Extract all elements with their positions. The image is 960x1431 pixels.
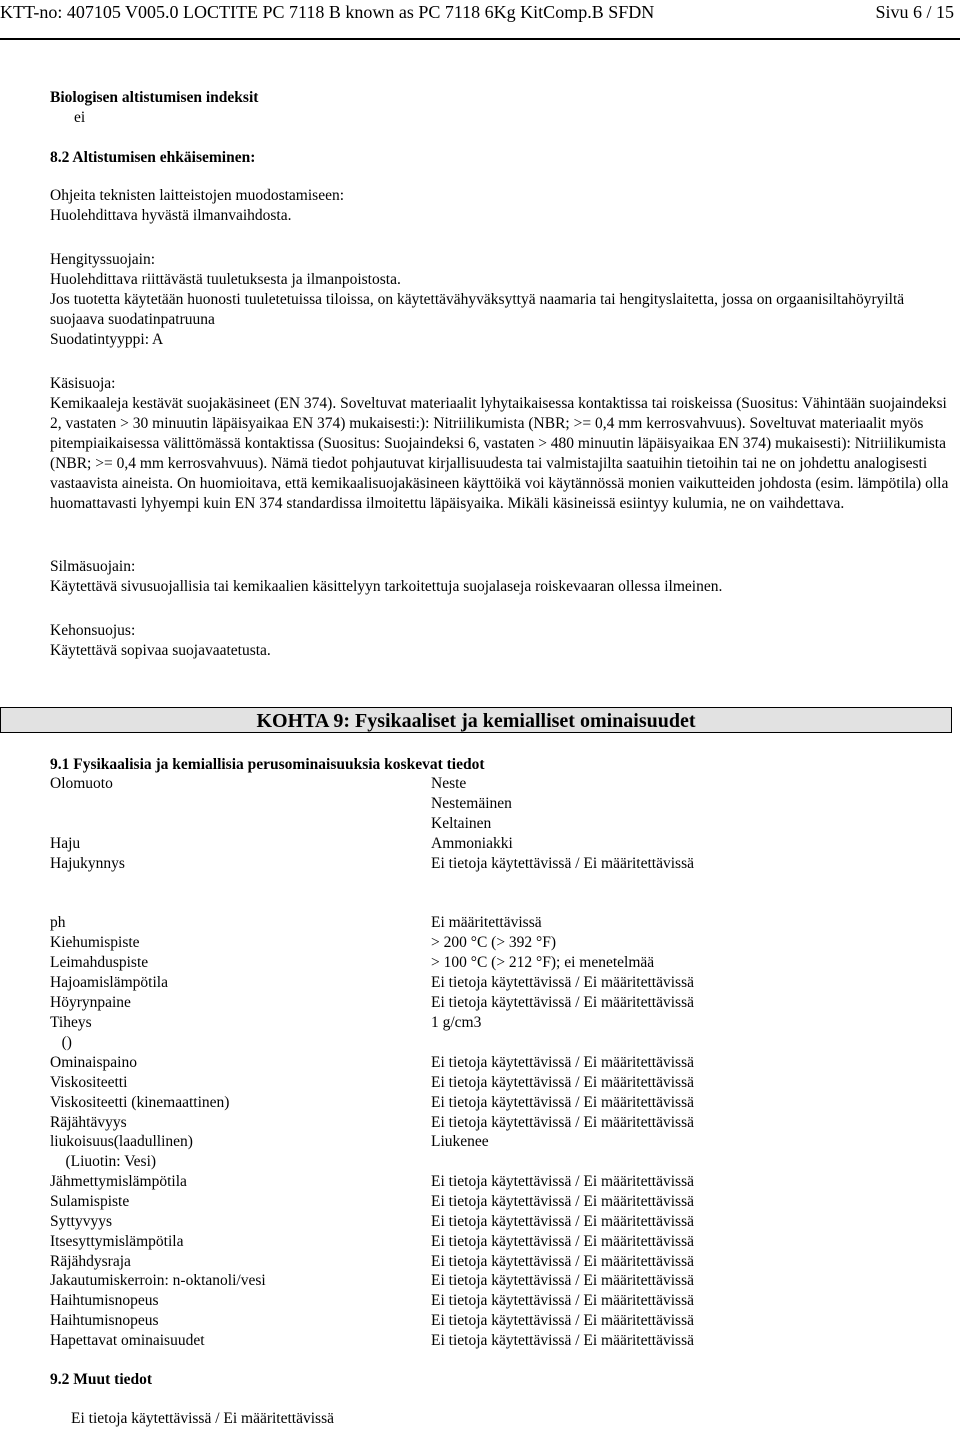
- resp-filter: Suodatintyyppi: A: [50, 331, 164, 348]
- property-value: Ei tietoja käytettävissä / Ei määritettävissä: [431, 1312, 694, 1329]
- property-label: Ominaispaino: [50, 1054, 137, 1071]
- property-label: Höyrynpaine: [50, 994, 131, 1011]
- property-value: Ei tietoja käytettävissä / Ei määritettävissä: [431, 1253, 694, 1270]
- resp-line-2: Jos tuotetta käytetään huonosti tuuletetuissa tiloissa, on käytettävähyväksyttyä naamaria tai hengityslaitetta, jossa on orgaanisiltahöyryiltä suojaava suodatinpatruuna: [50, 291, 905, 328]
- property-value: Liukenee: [431, 1133, 489, 1150]
- property-value: Ei tietoja käytettävissä / Ei määritettävissä: [431, 1094, 694, 1111]
- resp-line-1: Huolehdittava riittävästä tuuletuksesta ja ilmanpoistosta.: [50, 271, 401, 288]
- property-sublabel: (): [50, 1034, 72, 1051]
- section-9-2-text: Ei tietoja käytettävissä / Ei määritettävissä: [71, 1410, 334, 1427]
- property-label: Räjähdysraja: [50, 1253, 131, 1270]
- page-header: [0, 0, 960, 30]
- bio-index-title: Biologisen altistumisen indeksit: [50, 89, 259, 106]
- property-label: Haihtumisnopeus: [50, 1312, 159, 1329]
- property-value: Nestemäinen: [431, 795, 512, 812]
- eye-label: Silmäsuojain:: [50, 558, 136, 575]
- property-label: Hajukynnys: [50, 855, 125, 872]
- property-value: Ei tietoja käytettävissä / Ei määritettävissä: [431, 1074, 694, 1091]
- property-label: liukoisuus(laadullinen): [50, 1133, 193, 1150]
- property-value: Ei määritettävissä: [431, 914, 542, 931]
- property-label: Kiehumispiste: [50, 934, 140, 951]
- property-label: Viskositeetti: [50, 1074, 128, 1091]
- tech-text: Huolehdittava hyvästä ilmanvaihdosta.: [50, 207, 292, 224]
- document-id: KTT-no: 407105 V005.0 LOCTITE PC 7118 B known as PC 7118 6Kg KitComp.B SFDN: [0, 2, 655, 22]
- property-value: Ei tietoja käytettävissä / Ei määritettävissä: [431, 1193, 694, 1210]
- property-value: Ei tietoja käytettävissä / Ei määritettävissä: [431, 855, 694, 872]
- hand-label: Käsisuoja:: [50, 375, 116, 392]
- property-value: Ei tietoja käytettävissä / Ei määritettävissä: [431, 1233, 694, 1250]
- tech-label: Ohjeita teknisten laitteistojen muodostamiseen:: [50, 187, 345, 204]
- property-label: Hajoamislämpötila: [50, 974, 168, 991]
- hand-text: Kemikaaleja kestävät suojakäsineet (EN 374). Soveltuvat materiaalit lyhytaikaisessa kontaktissa tai roiskeissa (Suositus: Vähintään suojaindeksi 2, vastaten > 30 minuutin läpäisyaikaa EN 374) mukaisesti:): Nitriilikumista (NBR; >= 0,4 mm kerrosvahvuus). Soveltuvat materiaalit myös pitempiaikaisessa välittömässä kontaktissa (Suositus: Suojaindeksi 6, vastaten > 480 minuutin läpäisyaikaa EN 374) mukaisesti): Nitriilikumista (NBR; >= 0,4 mm kerrosvahvuus). Nämä tiedot pohjautuvat kirjallisuudesta tai valmistajilta saatuihin tietoihin tai ne on johdettu analogisesti vastaavista aineista. On huomioitava, että kemikaalisuojakäsineen käyttöikä voi käytännössä monien vaikutteiden johdosta (esim. lämpötila) olla huomattavasti lyhyempi kuin EN 374 standardissa ilmoitettu läpäisyaika. Mikäli käsineissä esiintyy kulumia, ne on vaihdettava.: [50, 395, 949, 512]
- body-text: Käytettävä sopivaa suojavaatetusta.: [50, 642, 271, 659]
- section-9-title: KOHTA 9: Fysikaaliset ja kemialliset ominaisuudet: [256, 710, 696, 732]
- page-number: Sivu 6 / 15: [875, 2, 954, 22]
- property-value: Keltainen: [431, 815, 492, 832]
- property-label: Räjähtävyys: [50, 1114, 127, 1131]
- property-label: Jakautumiskerroin: n-oktanoli/vesi: [50, 1272, 266, 1289]
- header-divider: [0, 38, 960, 40]
- property-label: Syttyvyys: [50, 1213, 113, 1230]
- property-value: 1 g/cm3: [431, 1014, 482, 1031]
- property-sublabel: (Liuotin: Vesi): [50, 1153, 157, 1170]
- property-label: Olomuoto: [50, 775, 113, 792]
- property-label: Tiheys: [50, 1014, 92, 1031]
- property-label: Hapettavat ominaisuudet: [50, 1332, 205, 1349]
- bio-index-value: ei: [74, 109, 86, 126]
- property-value: Ei tietoja käytettävissä / Ei määritettävissä: [431, 1332, 694, 1349]
- section-8-2-title: 8.2 Altistumisen ehkäiseminen:: [50, 149, 256, 166]
- property-value: Ei tietoja käytettävissä / Ei määritettävissä: [431, 1272, 694, 1289]
- property-label: Sulamispiste: [50, 1193, 130, 1210]
- property-label: Haju: [50, 835, 81, 852]
- property-value: Ei tietoja käytettävissä / Ei määritettävissä: [431, 994, 694, 1011]
- property-value: Ei tietoja käytettävissä / Ei määritettävissä: [431, 1173, 694, 1190]
- property-label: Leimahduspiste: [50, 954, 149, 971]
- property-label: Jähmettymislämpötila: [50, 1173, 187, 1190]
- property-value: Ammoniakki: [431, 835, 513, 852]
- property-value: Ei tietoja käytettävissä / Ei määritettävissä: [431, 1054, 694, 1071]
- property-value: Neste: [431, 775, 467, 792]
- section-9-1-title: 9.1 Fysikaalisia ja kemiallisia perusominaisuuksia koskevat tiedot: [50, 756, 485, 773]
- eye-text: Käytettävä sivusuojallisia tai kemikaalien käsittelyyn tarkoitettuja suojalaseja roiskevaaran ollessa ilmeinen.: [50, 578, 723, 595]
- property-value: > 100 °C (> 212 °F); ei menetelmää: [431, 954, 655, 971]
- property-value: Ei tietoja käytettävissä / Ei määritettävissä: [431, 974, 694, 991]
- property-value: Ei tietoja käytettävissä / Ei määritettävissä: [431, 1114, 694, 1131]
- property-label: Viskositeetti (kinemaattinen): [50, 1094, 230, 1111]
- property-label: ph: [50, 914, 66, 931]
- property-value: > 200 °C (> 392 °F): [431, 934, 557, 951]
- property-label: Haihtumisnopeus: [50, 1292, 159, 1309]
- body-label: Kehonsuojus:: [50, 622, 136, 639]
- property-value: Ei tietoja käytettävissä / Ei määritettävissä: [431, 1292, 694, 1309]
- resp-label: Hengityssuojain:: [50, 251, 156, 268]
- property-label: Itsesyttymislämpötila: [50, 1233, 184, 1250]
- section-9-2-title: 9.2 Muut tiedot: [50, 1371, 153, 1388]
- property-value: Ei tietoja käytettävissä / Ei määritettävissä: [431, 1213, 694, 1230]
